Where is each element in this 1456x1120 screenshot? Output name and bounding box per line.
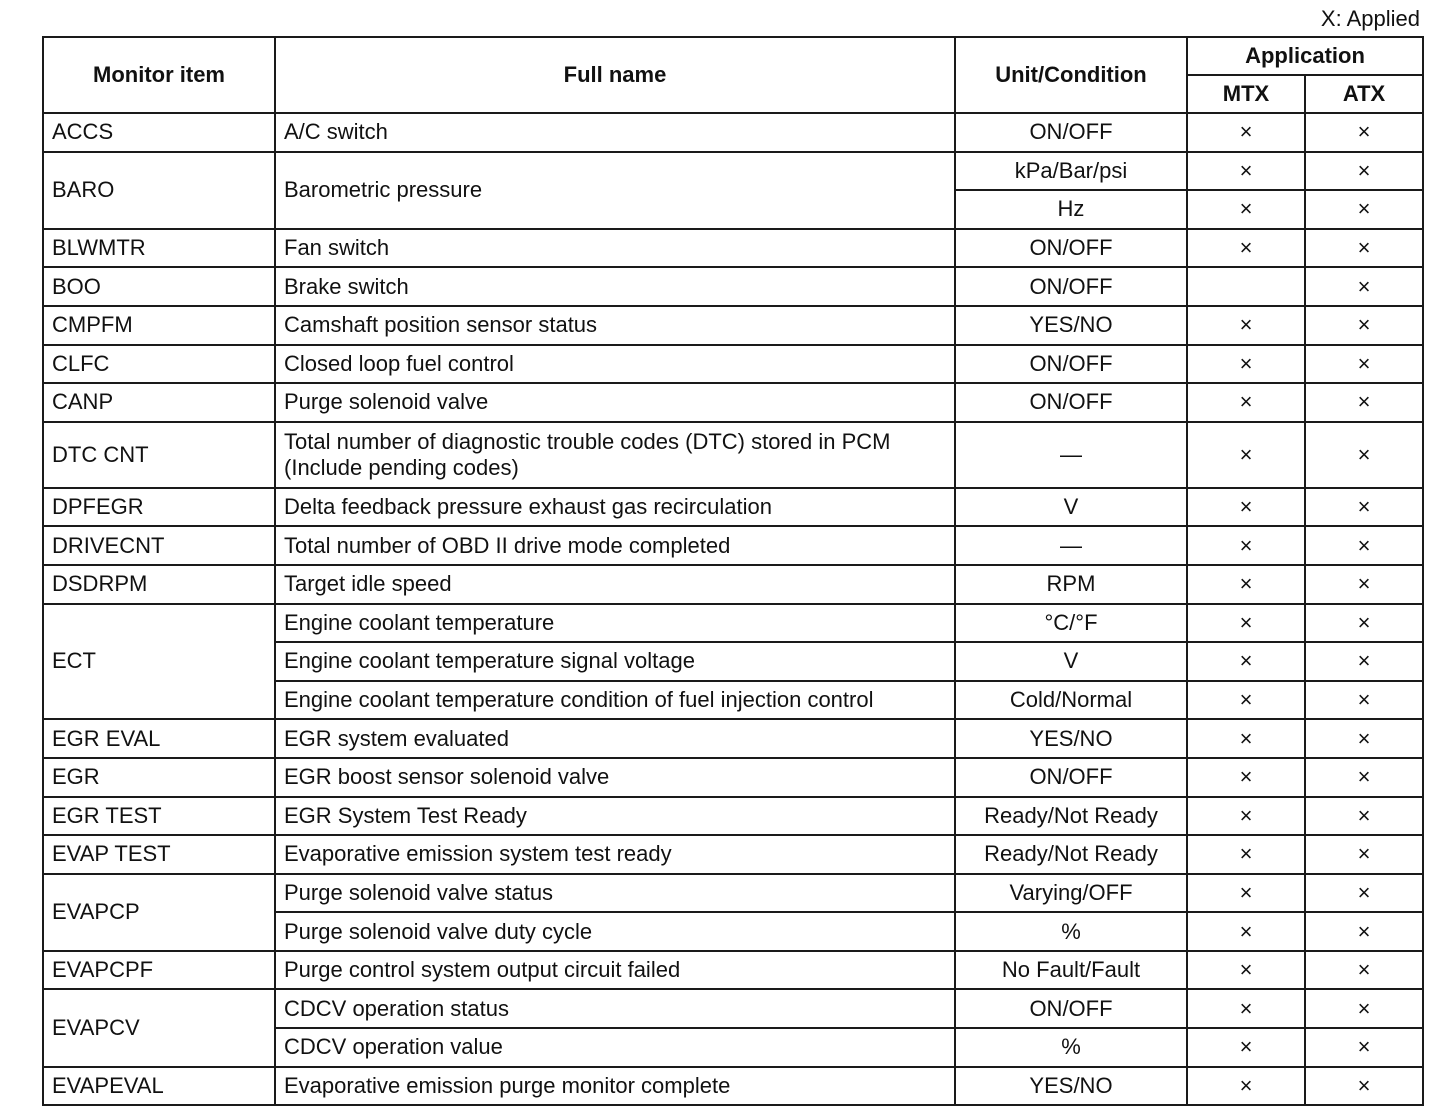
atx-mark: × xyxy=(1305,526,1423,565)
mtx-mark: × xyxy=(1187,383,1305,422)
full-name-cell: Closed loop fuel control xyxy=(275,345,955,384)
unit-cell: % xyxy=(955,912,1187,951)
monitor-item-cell: EGR EVAL xyxy=(43,719,275,758)
unit-cell: Varying/OFF xyxy=(955,874,1187,913)
full-name-cell: Purge solenoid valve xyxy=(275,383,955,422)
mtx-mark: × xyxy=(1187,1067,1305,1106)
unit-cell: — xyxy=(955,422,1187,488)
mtx-mark: × xyxy=(1187,604,1305,643)
atx-mark: × xyxy=(1305,1028,1423,1067)
legend-applied: X: Applied xyxy=(1320,6,1420,31)
atx-mark: × xyxy=(1305,422,1423,488)
table-row xyxy=(43,383,1423,422)
mtx-mark: × xyxy=(1187,797,1305,836)
atx-mark: × xyxy=(1305,874,1423,913)
mtx-mark: × xyxy=(1187,719,1305,758)
atx-mark: × xyxy=(1305,719,1423,758)
mtx-mark: × xyxy=(1187,951,1305,990)
mtx-mark: × xyxy=(1187,565,1305,604)
table-row xyxy=(43,565,1423,604)
atx-mark: × xyxy=(1305,912,1423,951)
mtx-mark: × xyxy=(1187,526,1305,565)
monitor-item-cell: BLWMTR xyxy=(43,229,275,268)
full-name-cell: EGR System Test Ready xyxy=(275,797,955,836)
monitor-item-cell: EVAPEVAL xyxy=(43,1067,275,1106)
full-name-cell: Total number of diagnostic trouble codes (DTC) stored in PCM (Include pending codes) xyxy=(275,422,955,488)
mtx-mark: × xyxy=(1187,306,1305,345)
full-name-cell: CDCV operation status xyxy=(275,989,955,1028)
atx-mark: × xyxy=(1305,758,1423,797)
mtx-mark xyxy=(1187,267,1305,306)
unit-cell: ON/OFF xyxy=(955,267,1187,306)
header-application: Application xyxy=(1187,37,1423,75)
mtx-mark: × xyxy=(1187,152,1305,191)
table-row xyxy=(43,229,1423,268)
monitor-item-cell: ECT xyxy=(43,604,275,720)
table-row xyxy=(43,835,1423,874)
table-row xyxy=(43,951,1423,990)
monitor-item-cell: CLFC xyxy=(43,345,275,384)
full-name-cell: EGR system evaluated xyxy=(275,719,955,758)
full-name-cell: A/C switch xyxy=(275,113,955,152)
atx-mark: × xyxy=(1305,681,1423,720)
atx-mark: × xyxy=(1305,152,1423,191)
full-name-cell: Fan switch xyxy=(275,229,955,268)
atx-mark: × xyxy=(1305,306,1423,345)
full-name-cell: Engine coolant temperature condition of fuel injection control xyxy=(275,681,955,720)
full-name-cell: CDCV operation value xyxy=(275,1028,955,1067)
unit-cell: ON/OFF xyxy=(955,113,1187,152)
monitor-item-cell: CMPFM xyxy=(43,306,275,345)
atx-mark: × xyxy=(1305,565,1423,604)
atx-mark: × xyxy=(1305,835,1423,874)
atx-mark: × xyxy=(1305,989,1423,1028)
atx-mark: × xyxy=(1305,951,1423,990)
unit-cell: ON/OFF xyxy=(955,989,1187,1028)
atx-mark: × xyxy=(1305,383,1423,422)
mtx-mark: × xyxy=(1187,989,1305,1028)
table-row xyxy=(43,989,1423,1028)
mtx-mark: × xyxy=(1187,488,1305,527)
unit-cell: ON/OFF xyxy=(955,229,1187,268)
full-name-cell: Purge control system output circuit failed xyxy=(275,951,955,990)
unit-cell: YES/NO xyxy=(955,719,1187,758)
unit-cell: kPa/Bar/psi xyxy=(955,152,1187,191)
mtx-mark: × xyxy=(1187,1028,1305,1067)
atx-mark: × xyxy=(1305,229,1423,268)
monitor-items-table xyxy=(42,36,1424,1106)
monitor-item-cell: DPFEGR xyxy=(43,488,275,527)
unit-cell: ON/OFF xyxy=(955,758,1187,797)
table-row xyxy=(43,1067,1423,1106)
table-row xyxy=(43,526,1423,565)
monitor-item-cell: BOO xyxy=(43,267,275,306)
monitor-item-cell: EVAPCP xyxy=(43,874,275,951)
table-row xyxy=(43,306,1423,345)
atx-mark: × xyxy=(1305,190,1423,229)
mtx-mark: × xyxy=(1187,642,1305,681)
monitor-item-cell: DTC CNT xyxy=(43,422,275,488)
full-name-cell: Total number of OBD II drive mode completed xyxy=(275,526,955,565)
mtx-mark: × xyxy=(1187,758,1305,797)
table-row xyxy=(43,345,1423,384)
mtx-mark: × xyxy=(1187,912,1305,951)
atx-mark: × xyxy=(1305,797,1423,836)
mtx-mark: × xyxy=(1187,345,1305,384)
full-name-cell: EGR boost sensor solenoid valve xyxy=(275,758,955,797)
table-row xyxy=(43,152,1423,191)
mtx-mark: × xyxy=(1187,190,1305,229)
header-monitor-item: Monitor item xyxy=(43,37,275,113)
full-name-cell: Evaporative emission purge monitor complete xyxy=(275,1067,955,1106)
full-name-cell: Engine coolant temperature xyxy=(275,604,955,643)
unit-cell: Cold/Normal xyxy=(955,681,1187,720)
unit-cell: °C/°F xyxy=(955,604,1187,643)
mtx-mark: × xyxy=(1187,835,1305,874)
table-row xyxy=(43,719,1423,758)
monitor-item-cell: EVAPCPF xyxy=(43,951,275,990)
monitor-item-cell: EGR TEST xyxy=(43,797,275,836)
monitor-item-cell: EVAPCV xyxy=(43,989,275,1066)
table-row xyxy=(43,604,1423,643)
table-row xyxy=(43,422,1423,488)
full-name-cell: Camshaft position sensor status xyxy=(275,306,955,345)
mtx-mark: × xyxy=(1187,229,1305,268)
full-name-cell: Engine coolant temperature signal voltage xyxy=(275,642,955,681)
monitor-item-cell: DRIVECNT xyxy=(43,526,275,565)
atx-mark: × xyxy=(1305,345,1423,384)
table-row xyxy=(43,488,1423,527)
mtx-mark: × xyxy=(1187,422,1305,488)
mtx-mark: × xyxy=(1187,681,1305,720)
unit-cell: ON/OFF xyxy=(955,345,1187,384)
unit-cell: Ready/Not Ready xyxy=(955,835,1187,874)
unit-cell: YES/NO xyxy=(955,306,1187,345)
unit-cell: YES/NO xyxy=(955,1067,1187,1106)
monitor-item-cell: EVAP TEST xyxy=(43,835,275,874)
header-mtx: MTX xyxy=(1187,75,1305,113)
table-row xyxy=(43,797,1423,836)
header-full-name: Full name xyxy=(275,37,955,113)
table-row xyxy=(43,758,1423,797)
atx-mark: × xyxy=(1305,604,1423,643)
full-name-cell: Delta feedback pressure exhaust gas recirculation xyxy=(275,488,955,527)
atx-mark: × xyxy=(1305,642,1423,681)
unit-cell: No Fault/Fault xyxy=(955,951,1187,990)
full-name-cell: Purge solenoid valve status xyxy=(275,874,955,913)
mtx-mark: × xyxy=(1187,113,1305,152)
header-atx: ATX xyxy=(1305,75,1423,113)
mtx-mark: × xyxy=(1187,874,1305,913)
atx-mark: × xyxy=(1305,113,1423,152)
full-name-cell: Evaporative emission system test ready xyxy=(275,835,955,874)
full-name-cell: Target idle speed xyxy=(275,565,955,604)
full-name-cell: Brake switch xyxy=(275,267,955,306)
full-name-cell: Purge solenoid valve duty cycle xyxy=(275,912,955,951)
unit-cell: ON/OFF xyxy=(955,383,1187,422)
header-unit-condition: Unit/Condition xyxy=(955,37,1187,113)
unit-cell: V xyxy=(955,488,1187,527)
atx-mark: × xyxy=(1305,488,1423,527)
unit-cell: — xyxy=(955,526,1187,565)
monitor-item-cell: ACCS xyxy=(43,113,275,152)
unit-cell: % xyxy=(955,1028,1187,1067)
table-row xyxy=(43,267,1423,306)
table-row xyxy=(43,113,1423,152)
unit-cell: RPM xyxy=(955,565,1187,604)
full-name-cell: Barometric pressure xyxy=(275,152,955,229)
atx-mark: × xyxy=(1305,267,1423,306)
monitor-item-cell: BARO xyxy=(43,152,275,229)
unit-cell: Hz xyxy=(955,190,1187,229)
monitor-item-cell: DSDRPM xyxy=(43,565,275,604)
unit-cell: Ready/Not Ready xyxy=(955,797,1187,836)
unit-cell: V xyxy=(955,642,1187,681)
table-row xyxy=(43,874,1423,913)
monitor-item-cell: EGR xyxy=(43,758,275,797)
monitor-item-cell: CANP xyxy=(43,383,275,422)
atx-mark: × xyxy=(1305,1067,1423,1106)
